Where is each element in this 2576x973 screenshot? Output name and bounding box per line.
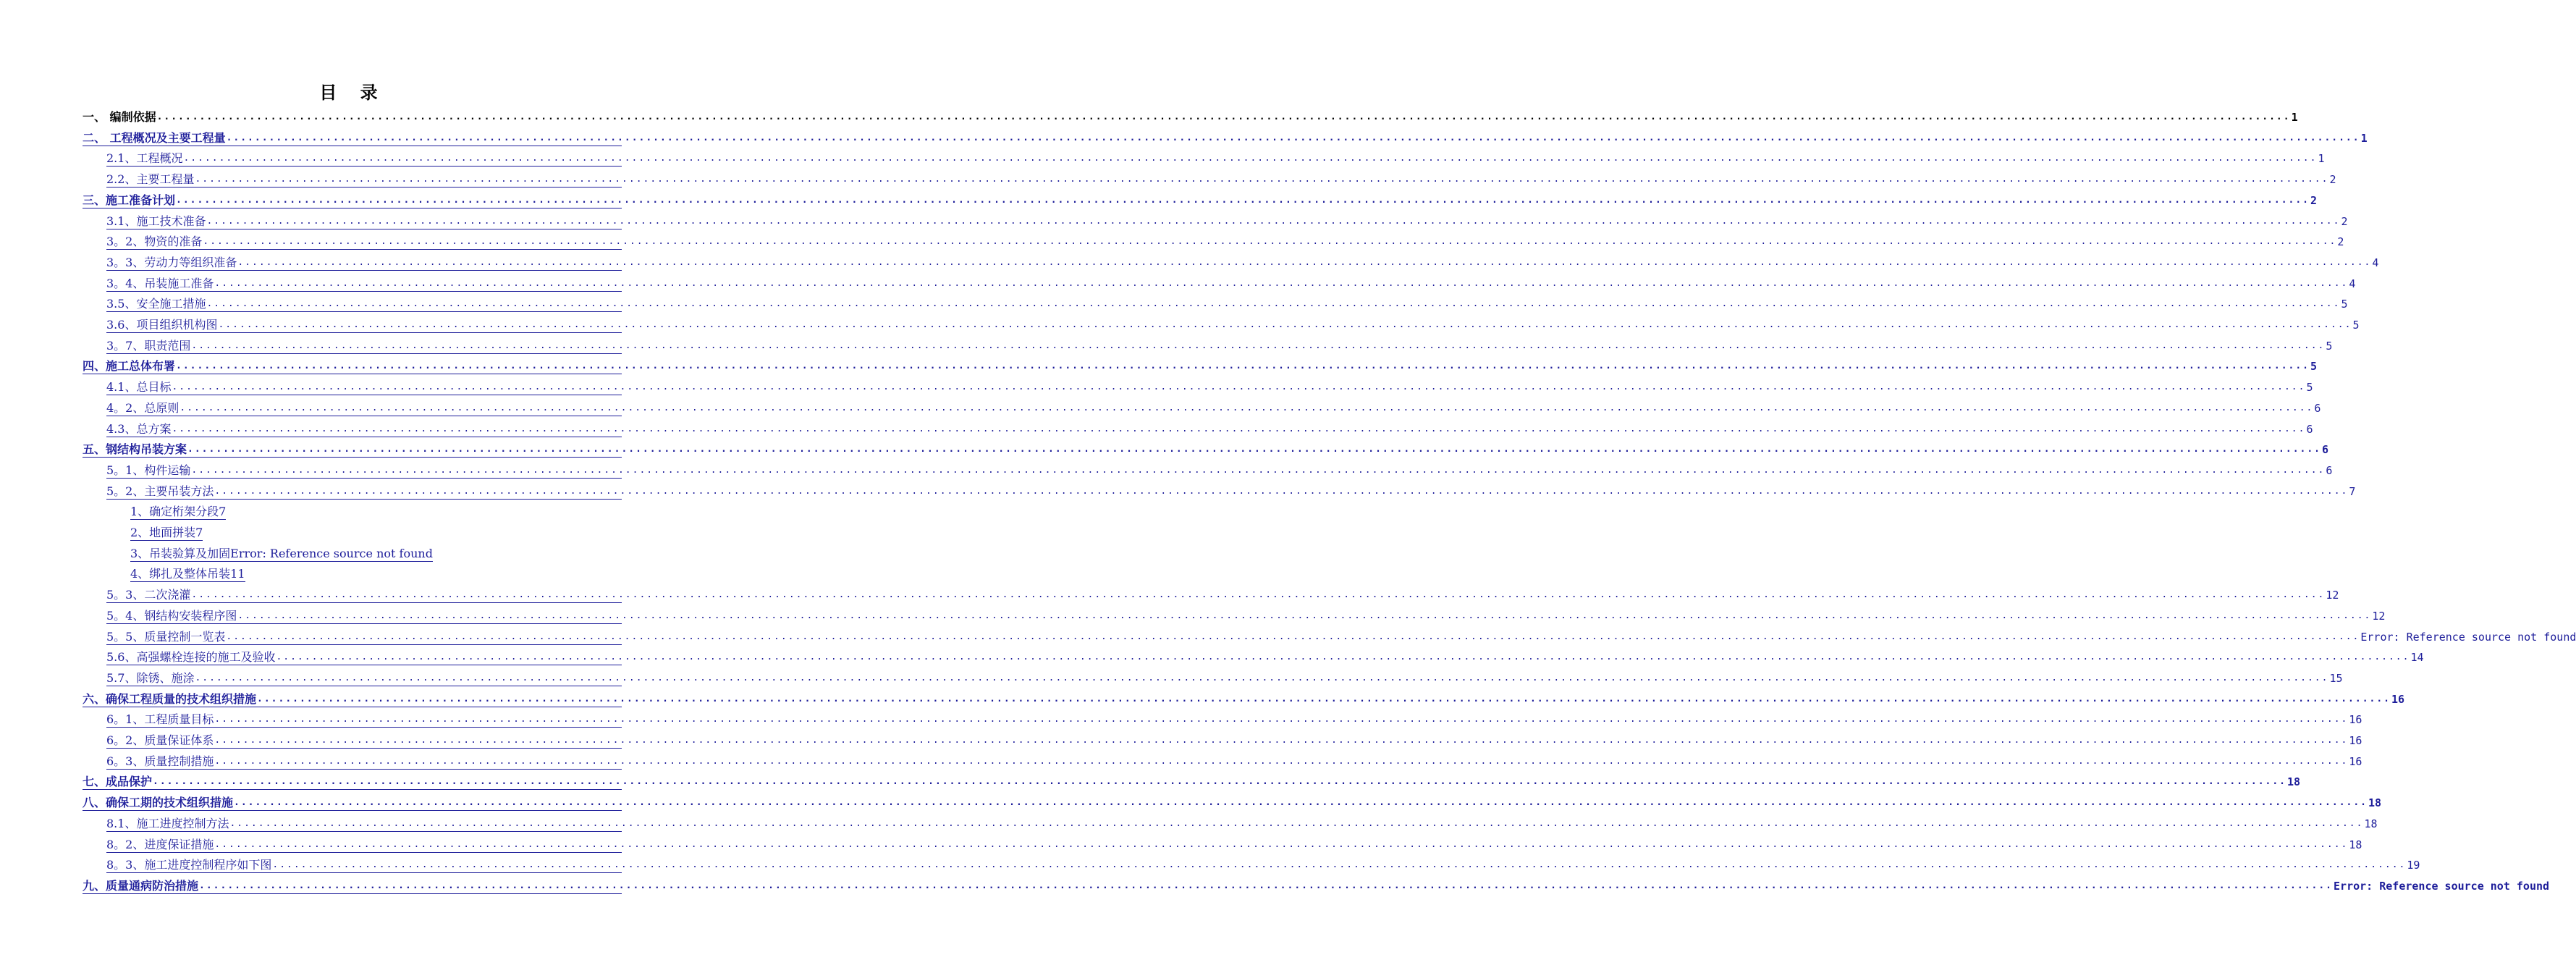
toc-dot-leader: ............................................................................................................................................................................................................................................................................................................ (156, 111, 2291, 122)
toc-page-number: 18 (2349, 838, 2362, 851)
toc-entry-text: 3。3、劳动力等组织准备 (106, 255, 237, 269)
toc-dot-leader: ............................................................................................................................................................................................................................................................................................................ (237, 256, 2372, 268)
toc-entry-text: 三、施工准备计划 (83, 193, 176, 207)
toc-page-number: 16 (2349, 754, 2362, 768)
toc-entry-text: 2.2、主要工程量 (106, 172, 195, 187)
toc-entry-level1[interactable] (83, 125, 2368, 146)
toc-dot-leader: ............................................................................................................................................................................................................................................................................................................ (206, 215, 2341, 227)
toc-entry-text: 8。2、进度保证措施 (106, 837, 214, 851)
toc-page-number: 19 (2407, 859, 2420, 872)
toc-entry-level2[interactable] (106, 458, 2333, 479)
toc-entry-text: 4、绑扎及整体吊装11 (130, 567, 245, 581)
toc-page-number: 2 (2310, 193, 2318, 207)
toc-dot-leader: ............................................................................................................................................................................................................................................................................................................ (229, 817, 2364, 829)
toc-page-number: 16 (2349, 734, 2362, 747)
toc-entry-level2[interactable] (106, 707, 2362, 728)
toc-entry-text: 二、 工程概况及主要工程量 (83, 130, 226, 145)
toc-dot-leader: ............................................................................................................................................................................................................................................................................................................ (214, 838, 2349, 850)
toc-entry-level2[interactable] (106, 582, 2339, 603)
toc-entry-level1 (83, 104, 2298, 125)
toc-entry-text: 5。3、二次浇灌 (106, 588, 191, 602)
toc-entry-text: 5.6、高强螺栓连接的施工及验收 (106, 650, 276, 665)
toc-entry-text: 八、确保工期的技术组织措施 (83, 796, 234, 810)
toc-page-number: 18 (2364, 817, 2378, 830)
toc-dot-leader: ............................................................................................................................................................................................................................................................................................................ (218, 319, 2352, 330)
toc-page-number: 18 (2287, 775, 2301, 789)
toc-page-number: 14 (2410, 651, 2424, 665)
toc-page-number: 5 (2341, 298, 2348, 311)
toc-page-number: 15 (2329, 671, 2343, 685)
toc-entry-level2[interactable] (106, 749, 2362, 770)
toc-page-number: 5 (2310, 360, 2318, 374)
toc-page-number: 2 (2329, 173, 2336, 187)
toc-entry-text: 3。2、物资的准备 (106, 235, 203, 249)
toc-entry-text: 3.6、项目组织机构图 (106, 318, 218, 332)
toc-dot-leader: ............................................................................................................................................................................................................................................................................................................ (176, 194, 2310, 206)
toc-entry-text: 5。5、质量控制一览表 (106, 629, 226, 644)
toc-page-number: 7 (2349, 484, 2356, 498)
toc-entry-level2[interactable] (106, 291, 2348, 312)
toc-page-number: 5 (2326, 339, 2333, 353)
toc-entry-level2[interactable] (106, 333, 2333, 354)
toc-page-number: 6 (2314, 401, 2321, 415)
toc-entry-text: 6。3、质量控制措施 (106, 754, 214, 768)
toc-entry-level1[interactable] (83, 188, 2318, 208)
toc-dot-leader: ............................................................................................................................................................................................................................................................................................................ (272, 859, 2407, 871)
toc-entry-level1[interactable] (83, 686, 2405, 707)
toc-page-number: 4 (2349, 277, 2356, 290)
toc-dot-leader: ............................................................................................................................................................................................................................................................................................................ (195, 174, 2329, 185)
toc-entry-level2[interactable] (106, 665, 2343, 686)
toc-entry-level2[interactable] (106, 146, 2325, 167)
toc-entry-text: 5。4、钢结构安装程序图 (106, 608, 237, 623)
toc-entry-text: 3.5、安全施工措施 (106, 297, 206, 311)
toc-dot-leader: ............................................................................................................................................................................................................................................................................................................ (257, 693, 2391, 704)
toc-dot-leader: ............................................................................................................................................................................................................................................................................................................ (206, 298, 2341, 310)
toc-page-number: Error: Reference source not found (2360, 630, 2576, 644)
toc-entry-level2[interactable] (106, 374, 2313, 395)
toc-dot-leader: ............................................................................................................................................................................................................................................................................................................ (153, 776, 2287, 788)
toc-entry-text: 四、施工总体布署 (83, 359, 176, 374)
toc-entry-level3[interactable] (130, 561, 245, 582)
toc-page-number: 5 (2352, 319, 2360, 332)
toc-entry-text: 五、钢结构吊装方案 (83, 442, 187, 457)
toc-dot-leader: ............................................................................................................................................................................................................................................................................................................ (214, 735, 2349, 746)
toc-dot-leader: ............................................................................................................................................................................................................................................................................................................ (214, 714, 2349, 725)
toc-dot-leader: ............................................................................................................................................................................................................................................................................................................ (176, 361, 2310, 372)
toc-entry-level3[interactable] (130, 520, 203, 541)
toc-entry-level2[interactable] (106, 603, 2386, 624)
toc-page-number: 6 (2306, 422, 2313, 436)
toc-page-number: 4 (2372, 256, 2379, 269)
toc-dot-leader: ............................................................................................................................................................................................................................................................................................................ (237, 610, 2372, 621)
toc-entry-text: 2、地面拼装7 (130, 526, 203, 539)
toc-dot-leader: ............................................................................................................................................................................................................................................................................................................ (226, 631, 2360, 642)
toc-dot-leader: ............................................................................................................................................................................................................................................................................................................ (183, 153, 2318, 164)
toc-entry-text: 一、 编制依据 (83, 110, 156, 124)
toc-entry-text: 九、质量通病防治措施 (83, 878, 199, 893)
toc-entry-level2[interactable] (106, 271, 2356, 292)
toc-page-number: 5 (2306, 381, 2313, 395)
toc-entry-level2[interactable] (106, 479, 2356, 500)
toc-page-number: 6 (2322, 443, 2329, 457)
toc-entry-level1[interactable] (83, 790, 2382, 811)
toc-entry-text: 4。2、总原则 (106, 400, 180, 415)
toc-entry-level3[interactable] (130, 541, 433, 562)
toc-entry-text: 3.1、施工技术准备 (106, 214, 206, 228)
toc-entry-text: 6。1、工程质量目标 (106, 712, 214, 727)
toc-page-number: 12 (2326, 589, 2339, 602)
toc-entry-text: 5.7、除锈、施涂 (106, 670, 195, 685)
toc-dot-leader: ............................................................................................................................................................................................................................................................................................................ (195, 672, 2329, 683)
toc-page-number: 16 (2391, 692, 2405, 706)
toc-entry-level2[interactable] (106, 312, 2360, 333)
toc-page-number: 1 (2291, 111, 2298, 124)
toc-page-number: 1 (2318, 152, 2325, 166)
toc-dot-leader: ............................................................................................................................................................................................................................................................................................................ (191, 464, 2326, 476)
toc-dot-leader: ............................................................................................................................................................................................................................................................................................................ (187, 444, 2322, 455)
toc-entry-level3[interactable] (130, 499, 226, 520)
toc-page-number: Error: Reference source not found (2334, 879, 2550, 893)
toc-entry-level2[interactable] (106, 644, 2424, 665)
toc-entry-text: 3。4、吊装施工准备 (106, 276, 214, 290)
toc-entry-level2[interactable] (106, 416, 2313, 437)
toc-dot-leader: ............................................................................................................................................................................................................................................................................................................ (234, 797, 2368, 809)
toc-dot-leader: ............................................................................................................................................................................................................................................................................................................ (172, 423, 2306, 434)
toc-dot-leader: ............................................................................................................................................................................................................................................................................................................ (203, 236, 2337, 248)
toc-entry-level1[interactable] (83, 437, 2329, 458)
toc-dot-leader: ............................................................................................................................................................................................................................................................................................................ (214, 485, 2349, 497)
toc-entry-level2[interactable] (106, 728, 2362, 749)
toc-entry-level2[interactable] (106, 250, 2379, 271)
toc-entry-text: 4.3、总方案 (106, 421, 172, 436)
toc-entry-level2[interactable] (106, 208, 2348, 229)
toc-entry-text: 4.1、总目标 (106, 380, 172, 395)
toc-entry-level1[interactable] (83, 873, 2550, 894)
toc-entry-text: 六、确保工程质量的技术组织措施 (83, 691, 257, 706)
toc-dot-leader: ............................................................................................................................................................................................................................................................................................................ (191, 340, 2326, 351)
toc-entry-text: 5。2、主要吊装方法 (106, 484, 214, 498)
toc-entry-level1[interactable] (83, 769, 2301, 790)
toc-entry-level2[interactable] (106, 229, 2344, 250)
toc-dot-leader: ............................................................................................................................................................................................................................................................................................................ (199, 880, 2334, 891)
toc-page-number: 6 (2326, 463, 2333, 477)
toc-page-number: 12 (2372, 609, 2386, 623)
toc-entry-text: 3、吊装验算及加固Error: Reference source not found (130, 546, 433, 560)
toc-entry-text: 1、确定桁架分段7 (130, 505, 227, 519)
toc-title: 目 录 (319, 83, 387, 103)
toc-entry-level2[interactable] (106, 624, 2576, 645)
toc-entry-text: 3。7、职责范围 (106, 338, 191, 353)
toc-entry-text: 2.1、工程概况 (106, 151, 183, 166)
toc-dot-leader: ............................................................................................................................................................................................................................................................................................................ (276, 652, 2410, 663)
toc-dot-leader: ............................................................................................................................................................................................................................................................................................................ (172, 382, 2306, 393)
toc-page-number: 1 (2360, 131, 2368, 145)
toc-entry-level2[interactable] (106, 852, 2420, 873)
toc-entry-text: 8。3、施工进度控制程序如下图 (106, 858, 272, 872)
toc-dot-leader: ............................................................................................................................................................................................................................................................................................................ (214, 755, 2349, 767)
toc-entry-text: 七、成品保护 (83, 775, 153, 789)
toc-entry-level2[interactable] (106, 811, 2378, 832)
toc-entry-level1[interactable] (83, 353, 2318, 374)
toc-dot-leader: ............................................................................................................................................................................................................................................................................................................ (191, 589, 2326, 601)
toc-entry-level2[interactable] (106, 167, 2336, 188)
toc-entry-text: 8.1、施工进度控制方法 (106, 816, 229, 830)
toc-dot-leader: ............................................................................................................................................................................................................................................................................................................ (214, 277, 2349, 289)
toc-entry-text: 5。1、构件运输 (106, 463, 191, 477)
toc-entry-level2[interactable] (106, 832, 2362, 853)
toc-entry-text: 6。2、质量保证体系 (106, 733, 214, 747)
toc-page-number: 16 (2349, 713, 2362, 727)
toc-dot-leader: ............................................................................................................................................................................................................................................................................................................ (226, 132, 2360, 143)
toc-dot-leader: ............................................................................................................................................................................................................................................................................................................ (180, 402, 2314, 413)
toc-page-number: 18 (2368, 796, 2382, 810)
toc-page-number: 2 (2341, 214, 2348, 228)
toc-page-number: 2 (2337, 235, 2344, 249)
toc-entry-level2[interactable] (106, 395, 2321, 416)
